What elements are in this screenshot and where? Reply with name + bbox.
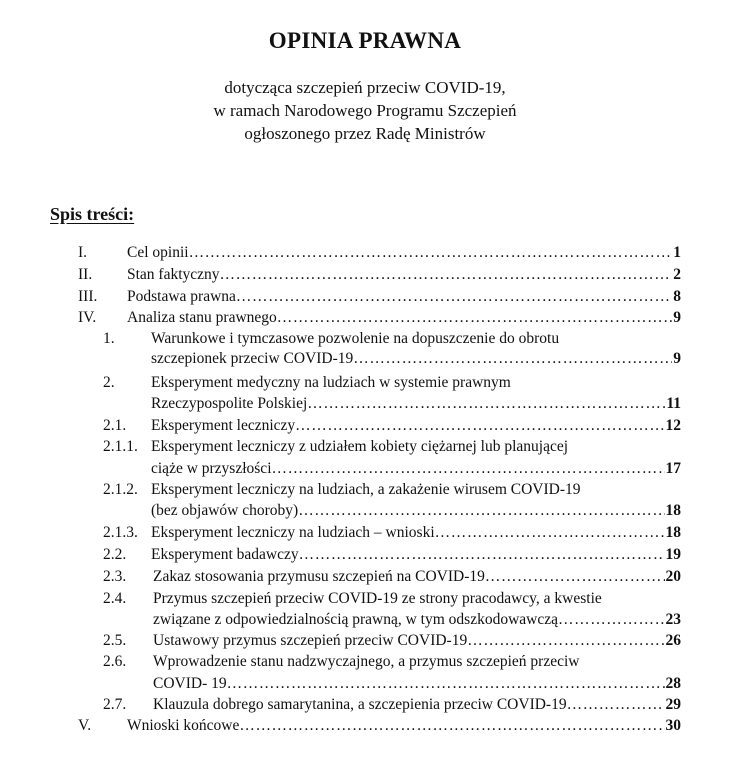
toc-dot-leader [307,394,665,414]
toc-dot-leader [467,631,664,651]
toc-dot-leader [485,567,665,587]
toc-dot-leader [189,243,673,263]
toc-entry-title: związane z odpowiedzialnością prawną, w tym odszkodowawczą [153,611,558,628]
toc-dot-leader [272,459,665,479]
toc-entry-number: IV. [78,309,97,326]
toc-page-number: 23 [665,611,681,628]
toc-page-number: 20 [665,568,681,585]
toc-page-number: 9 [673,309,681,326]
toc-entry-number: 2.7. [103,696,127,713]
toc-entry-title: Zakaz stosowania przymusu szczepień na COVID-19 [153,568,485,585]
toc-entry-title: Ustawowy przymus szczepień przeciw COVID-19 [153,632,468,649]
toc-entry-title: ciąże w przyszłości [151,460,272,477]
toc-page-number: 8 [673,288,681,305]
toc-entry-title: COVID- 19 [153,675,227,692]
toc-page-number: 12 [665,417,681,434]
toc-entry-number: 2.1.1. [103,438,138,455]
toc-dot-leader [298,501,664,521]
toc-entry-title: Eksperyment leczniczy z udziałem kobiety ciężarnej lub planującej [151,438,569,455]
toc-entry-title: Eksperyment leczniczy na ludziach – wnioski [151,524,435,541]
toc-entry-title: Eksperyment leczniczy na ludziach, a zakażenie wirusem COVID-19 [151,481,581,498]
toc-dot-leader [299,545,665,565]
toc-entry-number: 2.1.2. [103,481,138,498]
toc-heading: Spis treści: [50,204,135,224]
subtitle-line-1: dotycząca szczepień przeciw COVID-19, [224,78,506,97]
toc-entry-title: Klauzula dobrego samarytanina, a szczepienia przeciw COVID-19 [153,696,567,713]
toc-entry-title: Podstawa prawna [127,288,236,305]
toc-dot-leader [567,695,665,715]
subtitle-line-2: w ramach Narodowego Programu Szczepień [213,101,517,120]
toc-entry-number: 2.5. [103,632,127,649]
toc-page-number: 26 [665,632,681,649]
toc-entry-number: V. [78,717,92,734]
toc-page-number: 9 [673,350,681,367]
toc-entry-title: Wnioski końcowe [127,717,240,734]
toc-page-number: 30 [665,717,681,734]
toc-entry-title: Wprowadzenie stanu nadzwyczajnego, a przymus szczepień przeciw [153,653,580,670]
toc-dot-leader [295,416,664,436]
subtitle-line-3: ogłoszonego przez Radę Ministrów [244,124,486,143]
toc-dot-leader [435,523,665,543]
toc-entry-number: 2.3. [103,568,127,585]
toc-page-number: 29 [665,696,681,713]
toc-page-number: 17 [665,460,681,477]
toc-entry-title: szczepionek przeciw COVID-19 [151,350,354,367]
toc-dot-leader [558,610,665,630]
toc-entry-title: Eksperyment leczniczy [151,417,296,434]
toc-entry-title: Analiza stanu prawnego [127,309,277,326]
toc-entry-number: 2.6. [103,653,127,670]
toc-page-number: 19 [665,546,681,563]
toc-entry-number: II. [78,266,93,283]
toc-entry-number: 2.4. [103,590,127,607]
toc-entry-title: Eksperyment medyczny na ludziach w systemie prawnym [151,374,511,391]
toc-entry-title: Cel opinii [127,244,189,261]
toc-page-number: 11 [666,395,681,412]
toc-entry-title: Eksperyment badawczy [151,546,299,563]
toc-entry-title: Warunkowe i tymczasowe pozwolenie na dopuszczenie do obrotu [151,330,560,347]
toc-entry-title: Rzeczypospolite Polskiej [151,395,308,412]
toc-entry-title: (bez objawów choroby) [151,502,299,519]
toc-page-number: 18 [665,502,681,519]
toc-entry-number: 1. [103,330,115,347]
toc-dot-leader [220,265,673,285]
toc-page-number: 28 [665,675,681,692]
toc-entry-number: III. [78,288,98,305]
toc-entry-number: I. [78,244,88,261]
toc-page-number: 2 [673,266,681,283]
toc-entry-number: 2. [103,374,115,391]
toc-page-number: 1 [673,244,681,261]
document-title: OPINIA PRAWNA [268,28,462,53]
toc-dot-leader [236,287,672,307]
toc-entry-number: 2.1. [103,417,127,434]
toc-dot-leader [353,349,672,369]
toc-entry-title: Przymus szczepień przeciw COVID-19 ze strony pracodawcy, a kwestie [153,590,602,607]
toc-dot-leader [239,716,664,736]
toc-dot-leader [277,308,672,328]
toc-entry-number: 2.2. [103,546,127,563]
toc-dot-leader [227,674,665,694]
toc-entry-title: Stan faktyczny [127,266,220,283]
toc-page-number: 18 [665,524,681,541]
toc-entry-number: 2.1.3. [103,524,138,541]
